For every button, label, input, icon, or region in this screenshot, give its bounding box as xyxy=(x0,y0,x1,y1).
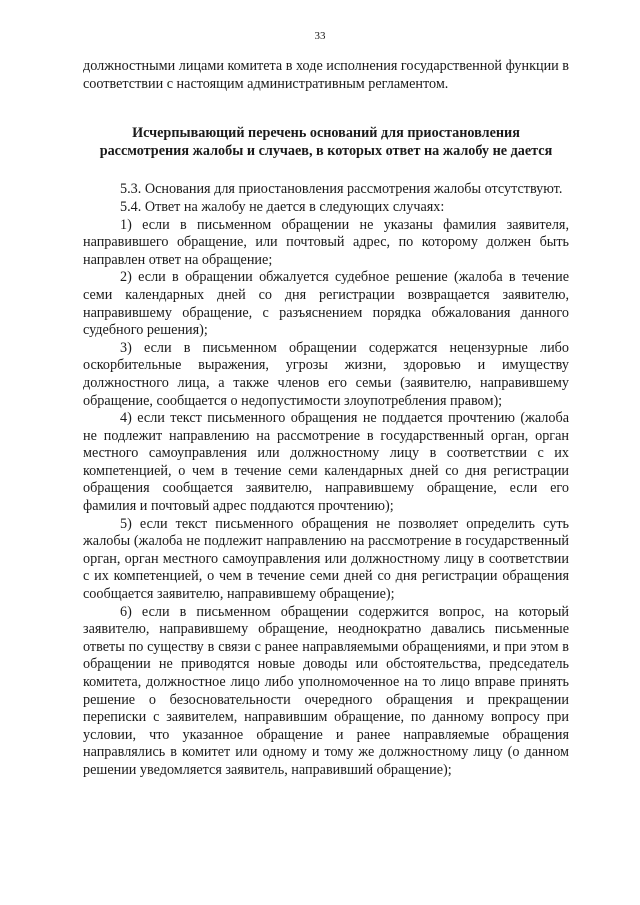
clause-5-3: 5.3. Основания для приостановления рассмотрения жалобы отсутствуют. xyxy=(120,181,563,198)
list-item-4: 4) если текст письменного обращения не поддается прочтению (жалоба не подлежит направлению на рассмотрение в государственный орган, орган местного самоуправления или должностному лицу в соответствии с их компетенцией, о чем в течение семи календарных дней со дня регистрации обращения сообщается заявителю, направившему обращение, если его фамилия и почтовый адрес поддаются прочтению); xyxy=(83,410,569,515)
list-item-3: 3) если в письменном обращении содержатся нецензурные либо оскорбительные выражения, угрозы жизни, здоровью и имуществу должностного лица, а также членов его семьи (заявителю, направившему обращение, сообщается о недопустимости злоупотребления правом); xyxy=(83,339,569,409)
section-heading-line-2: рассмотрения жалобы и случаев, в которых ответ на жалобу не дается xyxy=(99,142,553,159)
section-heading-line-1: Исчерпывающий перечень оснований для приостановления xyxy=(132,125,520,142)
page-number: 33 xyxy=(314,30,326,42)
intro-paragraph: должностными лицами комитета в ходе исполнения государственной функции в соответствии с настоящим административным регламентом. xyxy=(83,58,570,92)
document-body xyxy=(83,58,569,780)
clause-5-4: 5.4. Ответ на жалобу не дается в следующих случаях: xyxy=(120,198,445,215)
list-item-1: 1) если в письменном обращении не указаны фамилия заявителя, направившего обращение, или почтовый адрес, по которому должен быть направлен ответ на обращение; xyxy=(83,216,569,268)
section-heading xyxy=(83,125,569,160)
list-item-2: 2) если в обращении обжалуется судебное решение (жалоба в течение семи календарных дней со дня регистрации возвращается заявителю, направившему обращение, с разъяснением порядка обжалования данного судебного решения); xyxy=(83,269,569,339)
list-item-5: 5) если текст письменного обращения не позволяет определить суть жалобы (жалоба не подлежит направлению на рассмотрение в государственный орган, орган местного самоуправления или должностному лицу в соответствии с их компетенцией, о чем в течение семи дней со дня регистрации обращения сообщается заявителю, направившему обращение); xyxy=(83,515,569,603)
list-item-6: 6) если в письменном обращении содержится вопрос, на который заявителю, направившему обращение, неоднократно давались письменные ответы по существу в связи с ранее направляемыми обращениями, и при этом в обращении не приводятся новые доводы или обстоятельства, председатель комитета, должностное лицо либо уполномоченное на то лицо вправе принять решение о безосновательности очередного обращения и прекращении переписки с заявителем, направившим обращение, по данному вопросу при условии, что указанное обращение и ранее направляемые обращения направлялись в комитет или одному и тому же должностному лицу (о данном решении уведомляется заявитель, направивший обращение); xyxy=(83,603,569,778)
